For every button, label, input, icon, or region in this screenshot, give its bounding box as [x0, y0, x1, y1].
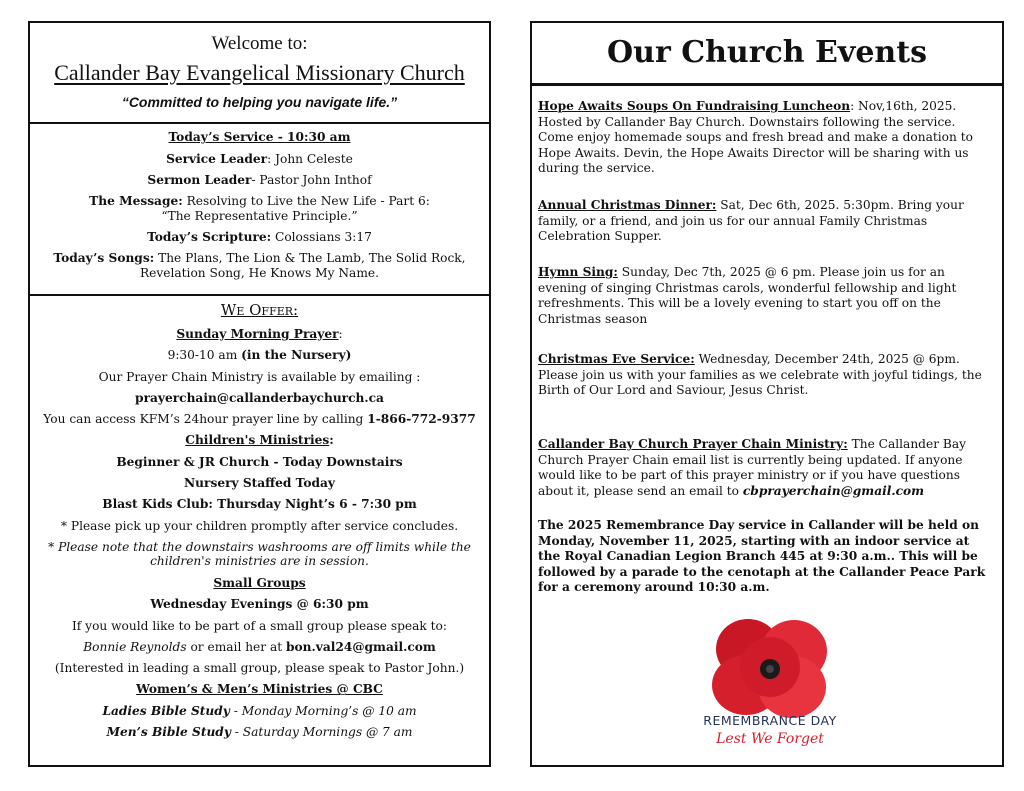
todays-service-section [30, 124, 489, 296]
womens-mens-heading: Women’s & Men’s Ministries @ CBC [136, 682, 383, 697]
small-groups-heading: Small Groups [213, 575, 306, 590]
we-offer-section [30, 296, 489, 743]
prayer-chain-text: Our Prayer Chain Ministry is available by emailing : [98, 369, 421, 384]
event-prayer-chain: Callander Bay Church Prayer Chain Ministry: The Callander Bay Church Prayer Chain email list is currently being updated. If anyone would like to be part of this prayer ministry or if you have questions about it, please send an email to cbprayerchain@gmail.com [538, 437, 966, 498]
small-groups-text: If you would like to be part of a small group please speak to: [71, 618, 448, 633]
bulletin-right-panel [530, 21, 1004, 767]
children-heading: Children's Ministries: [185, 433, 334, 448]
event-hymn-sing: Hymn Sing: Sunday, Dec 7th, 2025 @ 6 pm. Please join us for an evening of singing Christmas carols, wonderful fellowship and light refreshments. This will be a lovely evening to start you off on the Christmas season [538, 265, 957, 326]
event-christmas-dinner: Annual Christmas Dinner: Sat, Dec 6th, 2025. 5:30pm. Bring your family, or a friend, and join us for our annual Family Christmas Celebration Supper. [538, 198, 964, 244]
small-groups-leading: (Interested in leading a small group, please speak to Pastor John.) [54, 661, 465, 676]
remembrance-day-notice: The 2025 Remembrance Day service in Callander will be held on Monday, November 11, 2025, starting with an indoor service at the Royal Canadian Legion Branch 445 at 9:30 a.m.. This will be followed by a parade to the cenotaph at the Callander Peace Park for a ceremony around 10:30 a.m. [538, 518, 986, 595]
service-heading: Today’s Service - 10:30 am [168, 130, 351, 144]
service-leader: Service Leader: John Celeste [166, 152, 353, 166]
remembrance-day-label: REMEMBRANCE DAY [703, 713, 837, 728]
prayer-heading: Sunday Morning Prayer: [176, 327, 343, 341]
children-item-3: Blast Kids Club: Thursday Night’s 6 - 7:30 pm [102, 497, 417, 512]
small-groups-time: Wednesday Evenings @ 6:30 pm [150, 597, 369, 612]
kfm-prayer-line: You can access KFM’s 24hour prayer line by calling 1-866-772-9377 [43, 412, 476, 427]
washroom-note: * Please note that the downstairs washrooms are off limits while the children's ministries are in session. [48, 539, 471, 569]
event-soups-luncheon: Hope Awaits Soups On Fundraising Luncheon: Nov,16th, 2025. Hosted by Callander Bay Church. Downstairs following the service. Come enjoy homemade soups and fresh bread and make a donation to Hope Awaits. Devin, the Hope Awaits Director will be sharing with us during the service. [538, 99, 973, 176]
remembrance-poppy-graphic [690, 605, 850, 765]
prayer-chain-email: prayerchain@callanderbaychurch.ca [135, 390, 384, 405]
todays-songs: Today’s Songs: The Plans, The Lion & The Lamb, The Solid Rock, Revelation Song, He Knows My Name. [53, 251, 466, 280]
mens-bible-study: Men’s Bible Study - Saturday Mornings @ 7 am [106, 725, 413, 740]
church-name [30, 59, 489, 87]
bulletin-left-panel [28, 21, 491, 767]
children-item-1: Beginner & JR Church - Today Downstairs [116, 454, 403, 469]
events-title-section [532, 23, 1002, 86]
kfm-phone: 1-866-772-9377 [367, 412, 476, 427]
children-note: * Please pick up your children promptly after service concludes. [60, 518, 459, 533]
church-name-text: Callander Bay Evangelical Missionary Church [54, 60, 465, 85]
small-groups-contact: Bonnie Reynolds or email her at bon.val24@gmail.com [83, 639, 436, 654]
sermon-leader: Sermon Leader- Pastor John Inthof [147, 173, 372, 187]
ladies-bible-study: Ladies Bible Study - Monday Morning’s @ 10 am [102, 703, 417, 718]
children-item-2: Nursery Staffed Today [184, 476, 335, 491]
prayer-time: 9:30-10 am (in the Nursery) [167, 348, 352, 363]
welcome-title: Welcome to: [211, 33, 308, 54]
todays-scripture: Today’s Scripture: Colossians 3:17 [147, 230, 372, 244]
event-christmas-eve: Christmas Eve Service: Wednesday, December 24th, 2025 @ 6pm. Please join us with your families as we celebrate with joyful tidings, the Birth of Our Lord and Saviour, Jesus Christ. [538, 352, 982, 398]
prayer-chain-email-link: cbprayerchain@gmail.com [742, 483, 925, 498]
events-title: Our Church Events [607, 35, 927, 70]
we-offer-title: We Offer: [220, 301, 299, 319]
lest-we-forget-label: Lest We Forget [716, 731, 824, 747]
welcome-section [30, 23, 489, 124]
the-message: The Message: Resolving to Live the New Life - Part 6: “The Representative Principle.” [89, 194, 430, 223]
church-motto: “Committed to helping you navigate life.” [121, 94, 398, 110]
